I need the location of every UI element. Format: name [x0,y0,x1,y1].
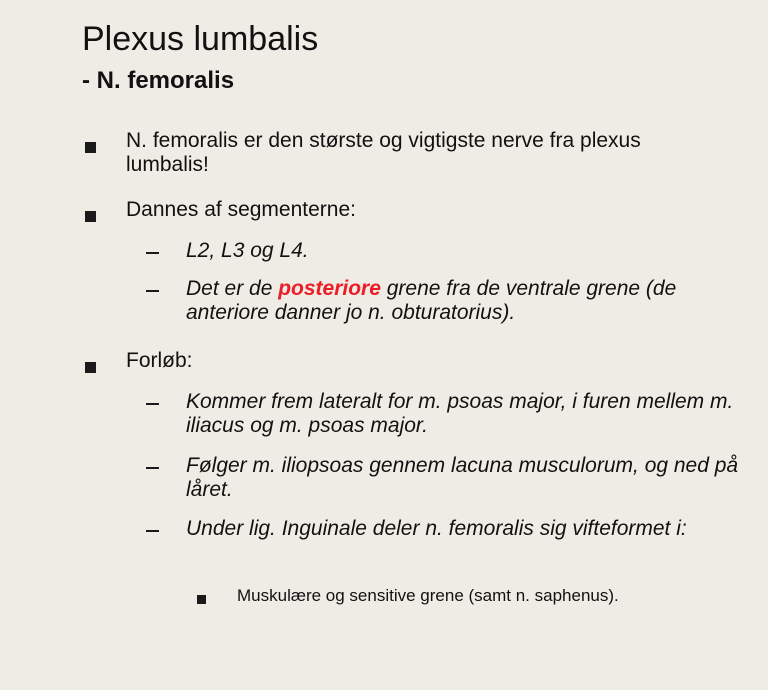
sub-bullet-course-inguinal: Under lig. Inguinale deler n. femoralis sig vifteformet i: [186,517,687,540]
bullet-femoralis-intro: N. femoralis er den største og vigtigste nerve fra plexus lumbalis! [126,129,641,176]
sub-bullet-course-psoas: Kommer frem lateralt for m. psoas major, i furen mellem m. iliacus og m. psoas major. [186,390,734,437]
bullet-course: Forløb: [126,349,193,372]
sub-bullet-segments-list: L2, L3 og L4. [186,239,309,262]
sub-bullet-course-lacuna: Følger m. iliopsoas gennem lacuna musculorum, og ned på låret. [186,454,739,501]
sub-bullet-dash [146,290,159,292]
posterior-post-text: grene fra de ventrale grene (de anteriore danner jo n. obturatorius). [186,277,677,324]
slide-subtitle: - N. femoralis [82,67,235,94]
sub-sub-bullet-square [197,595,206,604]
posterior-highlight: posteriore [278,277,381,300]
sub-bullet-dash [146,252,159,254]
bullet-square [85,211,96,222]
bullet-square [85,362,96,373]
bullet-segments: Dannes af segmenterne: [126,198,356,221]
slide-title: Plexus lumbalis [82,20,319,58]
sub-bullet-dash [146,530,159,532]
sub-bullet-dash [146,403,159,405]
bullet-square [85,142,96,153]
sub-bullet-dash [146,467,159,469]
sub-bullet-posterior-branches [186,277,746,325]
sub-sub-bullet-branches: Muskulære og sensitive grene (samt n. saphenus). [237,586,619,605]
posterior-pre-text: Det er de [186,277,279,300]
